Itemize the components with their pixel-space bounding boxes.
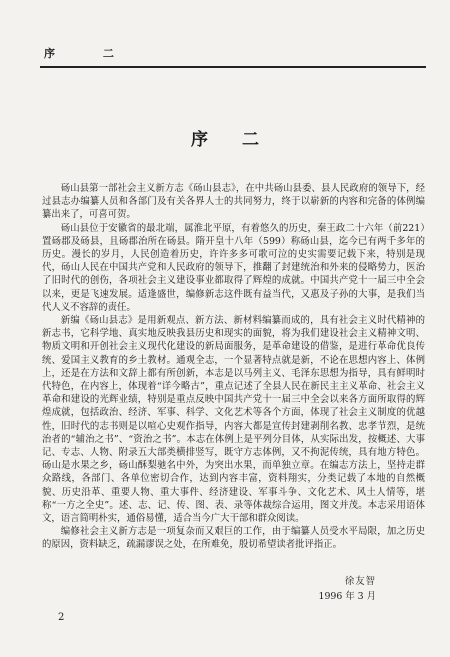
- signature-name: 徐友智: [344, 576, 376, 587]
- page-number: 2: [58, 612, 65, 623]
- paragraph: 新编《砀山县志》是用新观点、新方法、新材料编纂而成的，具有社会主义时代精神的新志书，它科学地、真实地反映我县历史和现实的面貌，将为我们建设社会主义精神文明、物质文明和开创社会主义现代化建设的新局面服务，是革命建设的借鉴，是进行革命优良传统、爱国主义教育的乡土教材。通观全志，一个显著特点就是新，不论在思想内容上、体例上，还是在方法和文辞上都有所创新，本志是以马列主义、毛泽东思想为指导，具有鲜明时代特色，在内容上，体现着“详今略古”，重点记述了全县人民在新民主主义革命、社会主义革命和建设的光辉业绩，特别是重点反映中国共产党十一届三中全会以来各方面所取得的辉煌成就，包括政治、经济、军事、科学、文化艺术等各个方面，体现了社会主义制度的优越性，旧时代的志书则是以喧心史观作指导，内容大都是宣传封建剥削名教、忠孝节烈，是统治者的“辅治之书”、“资治之书”。本志在体例上是平列分目体，从实际出发，按概述、大事记、专志、人物、附录五大部类横排竖写，既守方志体例，又不拘泥传统，具有地方特色。砀山是水果之乡，砀山酥梨驰名中外，为突出水果，而单独立章。在编志方法上，坚持走群众路线，各部门、各单位密切合作，达到内容丰富，资料翔实，分类记载了本地的自然概貌、历史沿革、重要人物、重大事件、经济建设、军事斗争、文化艺术、风土人情等，堪称“一方之全史”。述、志、记、传、图、表、录等体裁综合运用，图文并茂。本志采用语体文，语言简明朴实，通俗易懂，适合当今广大干部和群众阅读。: [42, 315, 425, 525]
- header-rule: [40, 66, 426, 68]
- paragraph: 砀山县第一部社会主义新方志《砀山县志》，在中共砀山县委、县人民政府的领导下，经过县志办编纂人员和各部门及有关各界人士的共同努力，终于以崭新的内容和完备的体例编纂出来了，可喜可贺。: [42, 183, 425, 221]
- paragraph: 砀山县位于安徽省的最北端，属淮北平原，有着悠久的历史，秦王政二十六年（前221）置砀郡及砀县，且砀郡治所在砀县。隋开皇十八年（599）称砀山县，迄今已有两千多年的历史。漫长的岁月，人民创造着历史，许许多多可歌可泣的史实需要记载下来，特别是现代，砀山人民在中国共产党和人民政府的领导下，推翻了封建统治和外来的侵略势力，医治了旧时代的创伤，各项社会主义建设事业都取得了辉煌的成就。中国共产党十一届三中全会以来，更是飞速发展。适逢盛世，编修新志这件既有益当代，又惠及子孙的大事，是我们当代人义不容辞的责任。: [42, 222, 425, 313]
- page-title: 序 二: [191, 130, 273, 150]
- paragraph: 编修社会主义新方志是一项复杂而又艰巨的工作，由于编纂人员受水平局限，加之历史的原因，资料缺乏，疏漏谬误之处，在所难免，殷切希望读者批评指正。: [42, 526, 425, 551]
- body-text: [42, 182, 425, 552]
- running-head: 序 二: [44, 47, 136, 60]
- signature-date: 1996 年 3 月: [318, 591, 376, 602]
